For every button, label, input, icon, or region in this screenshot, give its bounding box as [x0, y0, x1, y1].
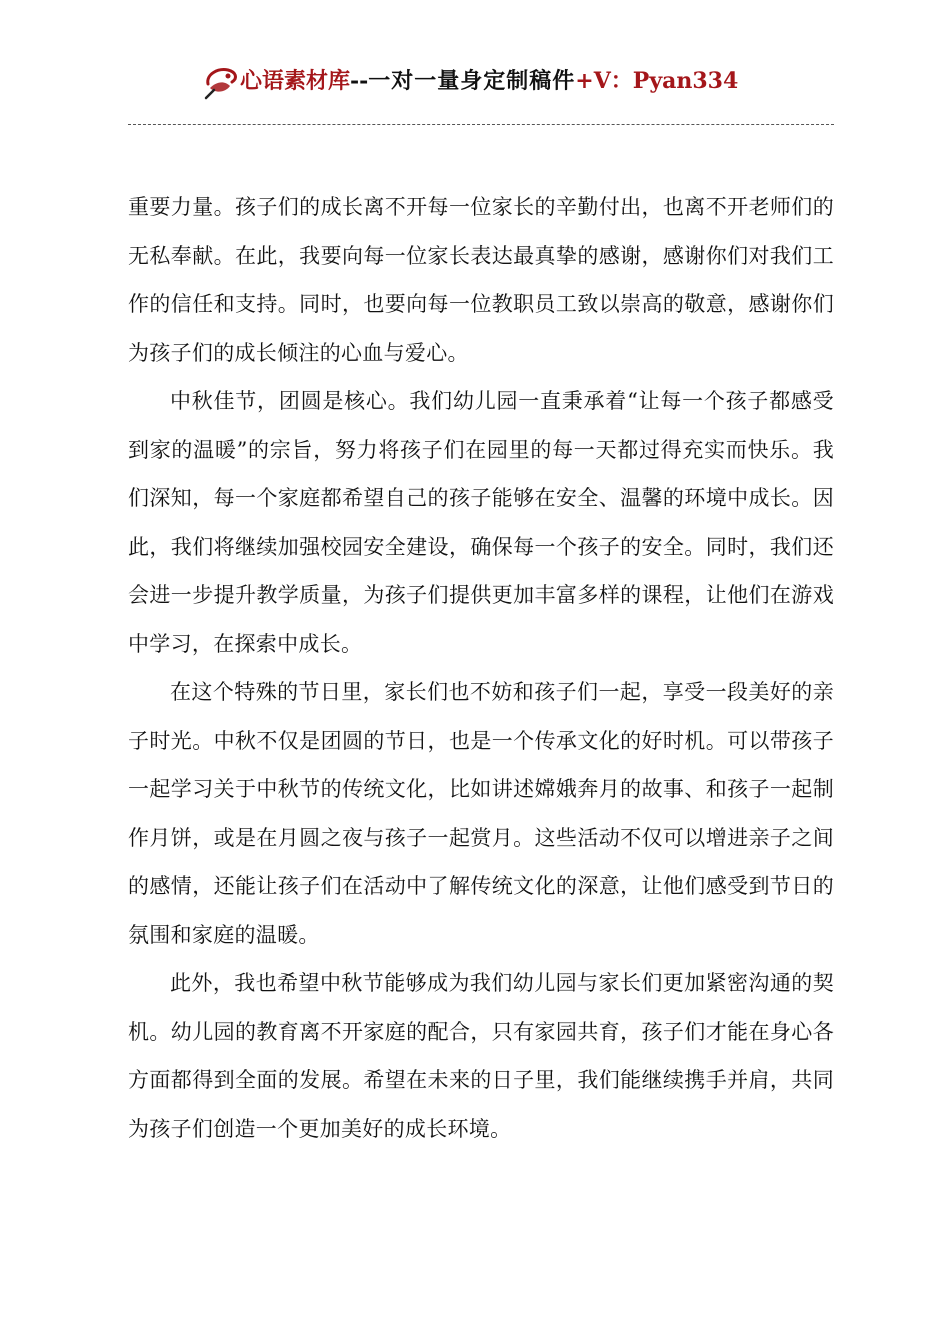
- brand-name: 心语素材库: [240, 68, 351, 94]
- header-tagline: 一对一量身定制稿件: [368, 68, 576, 94]
- body-paragraph: 此外，我也希望中秋节能够成为我们幼儿园与家长们更加紧密沟通的契机。幼儿园的教育离不开家庭的配合，只有家园共育，孩子们才能在身心各方面都得到全面的发展。希望在未来的日子里，我们能继续携手并肩，共同为孩子们创造一个更加美好的成长环境。: [128, 971, 834, 1141]
- ink-brush-logo-icon: [202, 64, 242, 100]
- header-title: [240, 66, 738, 96]
- body-paragraph: 重要力量。孩子们的成长离不开每一位家长的辛勤付出，也离不开老师们的无私奉献。在此，我要向每一位家长表达最真挚的感谢，感谢你们对我们工作的信任和支持。同时，也要向每一位教职员工致以崇高的敬意，感谢你们为孩子们的成长倾注的心血与爱心。: [128, 195, 834, 365]
- body-paragraph: 在这个特殊的节日里，家长们也不妨和孩子们一起，享受一段美好的亲子时光。中秋不仅是团圆的节日，也是一个传承文化的好时机。可以带孩子一起学习关于中秋节的传统文化，比如讲述嫦娥奔月的故事、和孩子一起制作月饼，或是在月圆之夜与孩子一起赏月。这些活动不仅可以增进亲子之间的感情，还能让孩子们在活动中了解传统文化的深意，让他们感受到节日的氛围和家庭的温暖。: [128, 680, 834, 947]
- header-separator: --: [350, 68, 369, 94]
- header-contact: +V：Pyan334: [575, 68, 739, 94]
- page-header: [128, 52, 834, 126]
- body-paragraph: 中秋佳节，团圆是核心。我们幼儿园一直秉承着“让每一个孩子都感受到家的温暖”的宗旨，努力将孩子们在园里的每一天都过得充实而快乐。我们深知，每一个家庭都希望自己的孩子能够在安全、温馨的环境中成长。因此，我们将继续加强校园安全建设，确保每一个孩子的安全。同时，我们还会进一步提升教学质量，为孩子们提供更加丰富多样的课程，让他们在游戏中学习，在探索中成长。: [128, 389, 834, 656]
- header-divider: [128, 124, 834, 125]
- document-body: [128, 183, 834, 1153]
